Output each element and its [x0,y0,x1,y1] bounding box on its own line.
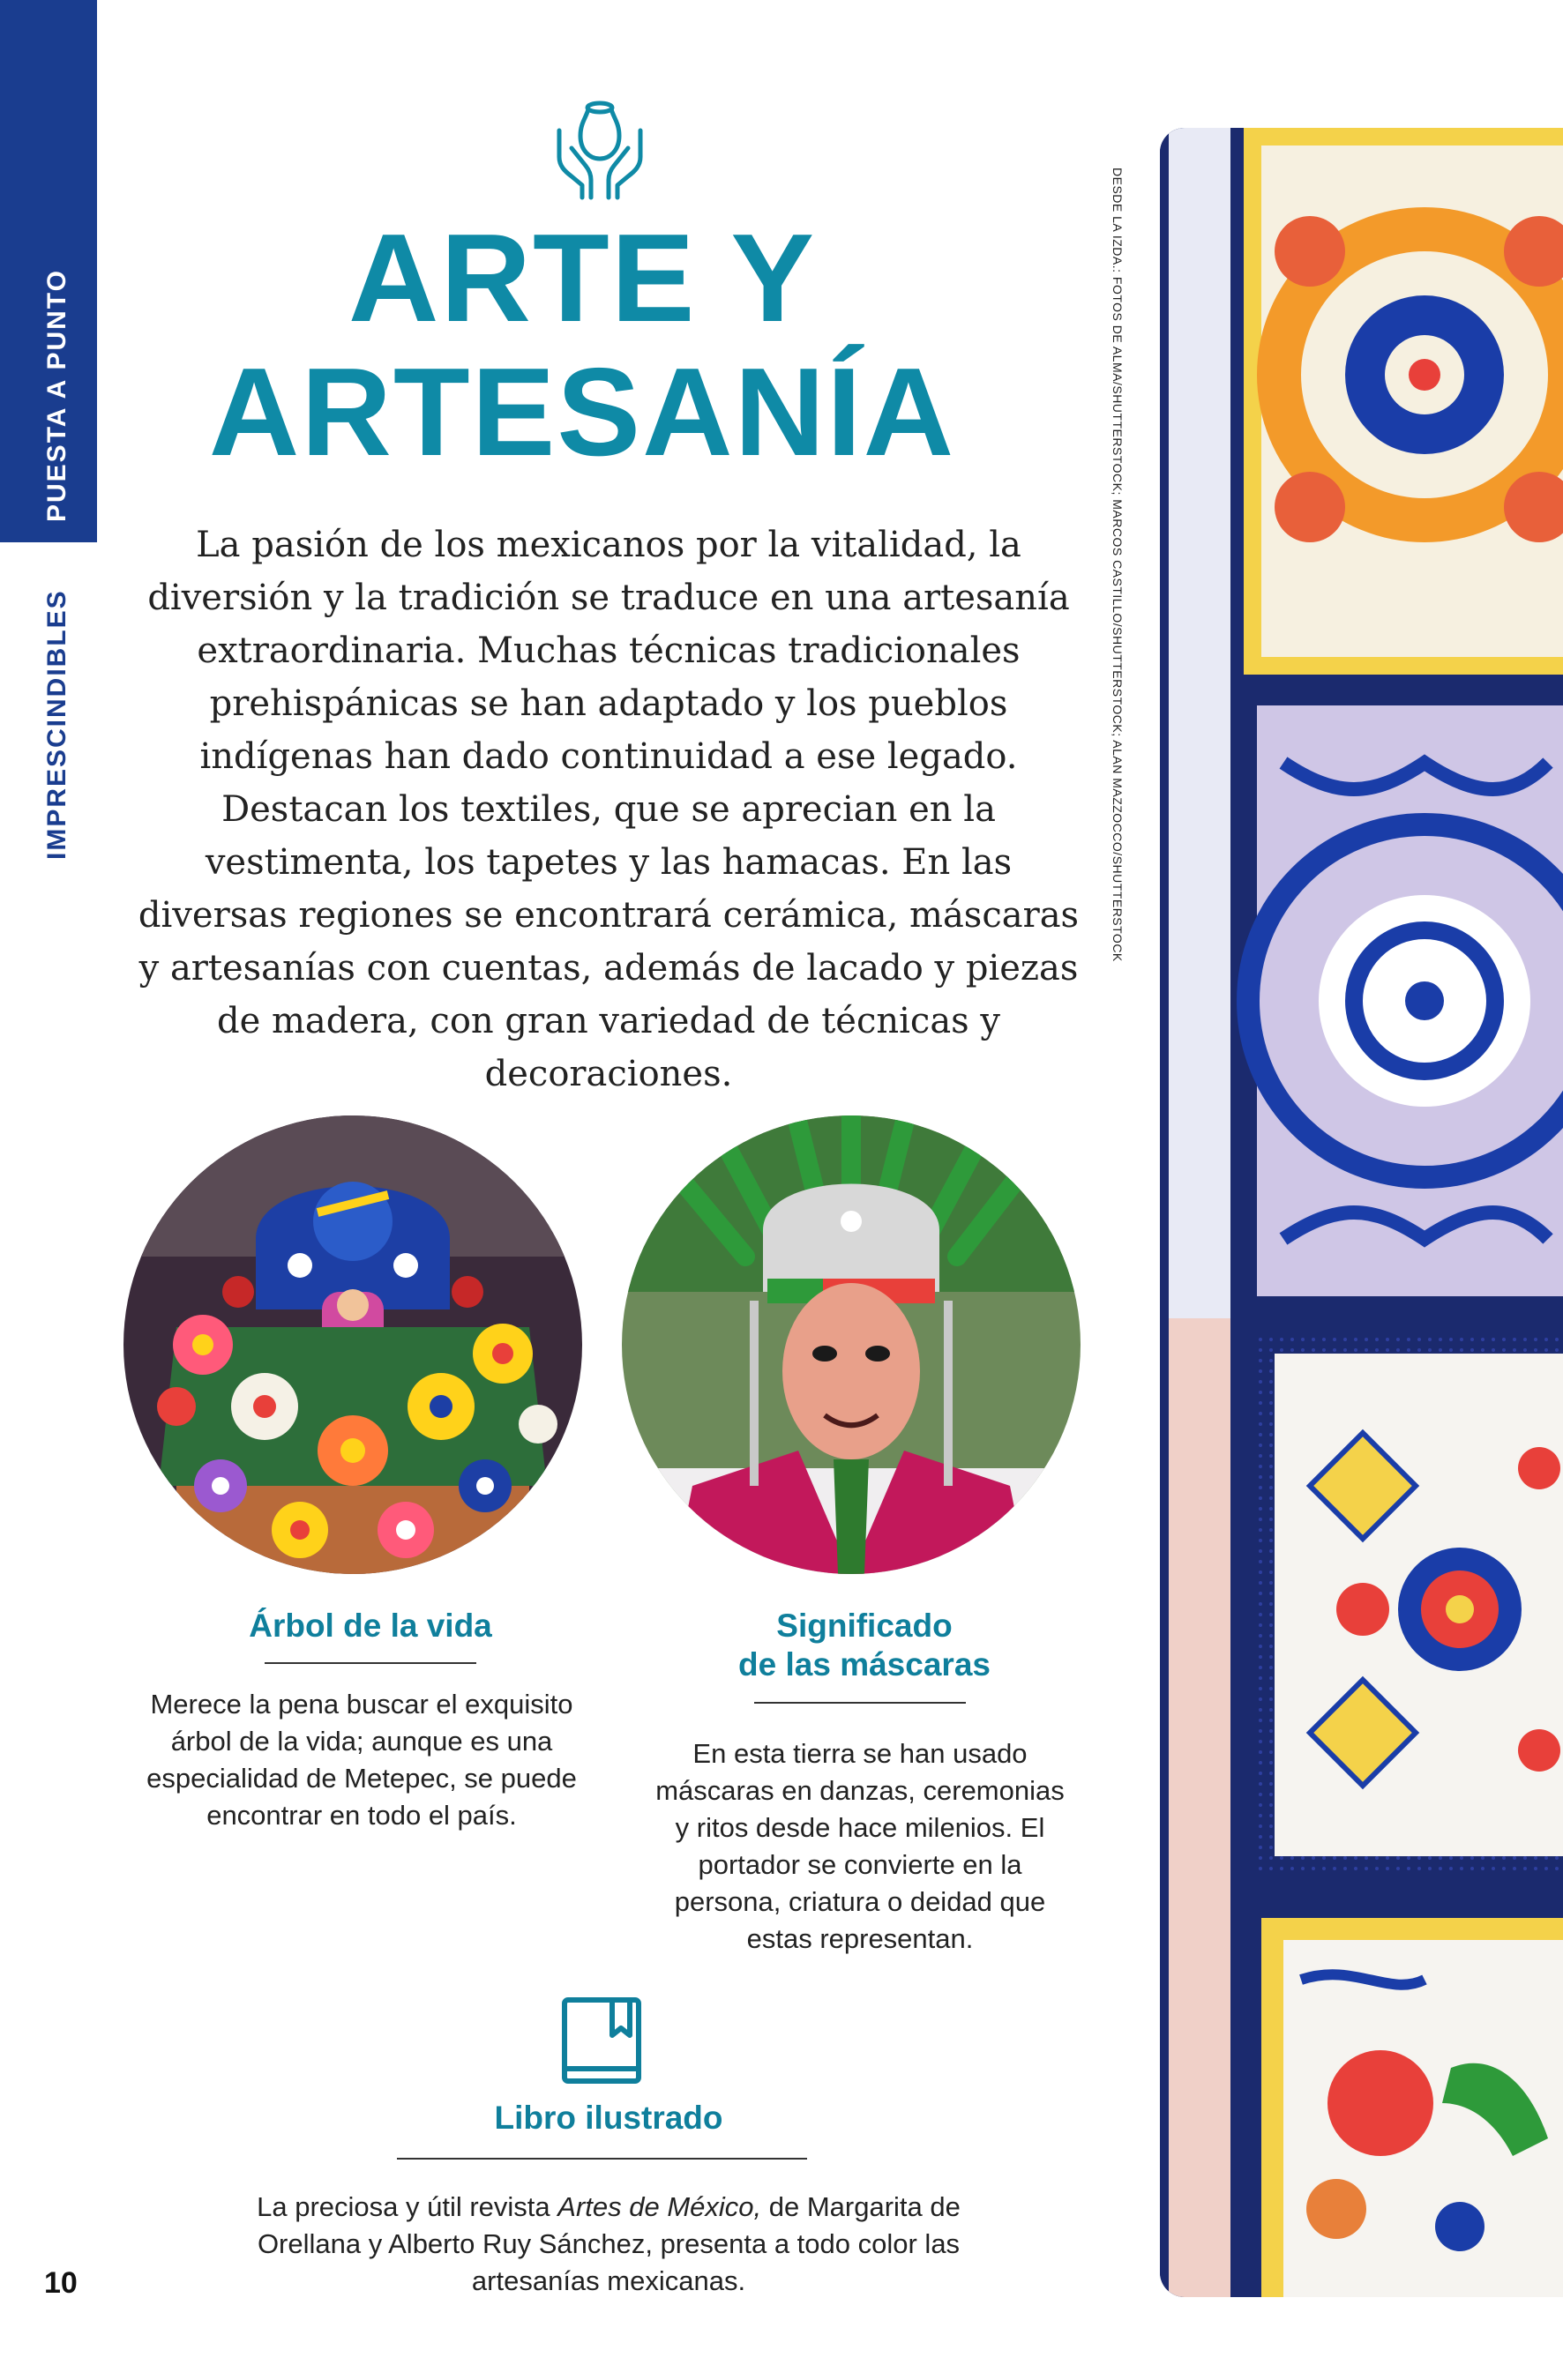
photo-credit: DESDE LA IZDA.: FOTOS DE ALMA/SHUTTERSTOCK; MARCOS CASTILLO/SHUTTERSTOCK; ALAN MAZZOCCO/SHUTTERSTOCK [1111,168,1125,962]
mask-dancer-photo [622,1115,1081,1574]
body-text: La preciosa y útil revista [257,2191,558,2222]
magazine-title: Artes de México, [557,2191,762,2222]
feature-title-line-1: Significado [776,1608,953,1644]
intro-paragraph: La pasión de los mexicanos por la vitalidad, la diversión y la tradición se traduce en una artesanía extraordinaria. Muchas técnicas tradicionales prehispánicas se han adaptado y los pueblos indígenas han dado continuidad a ese legado. Destacan los textiles, que se aprecian en la vestimenta, los tapetes y las hamacas. En las diversas regiones se encontrará cerámica, máscaras y artesanías con cuentas, además de lacado y piezas de madera, con gran variedad de técnicas y decoraciones. [138,525,1080,1094]
section-label: IMPRESCINDIBLES [42,589,71,860]
page-title [132,208,1032,482]
page-number: 10 [44,2266,78,2300]
feature-title-libro: Libro ilustrado [494,2100,723,2136]
feature-title-line-2: de las máscaras [738,1646,991,1682]
feature-body-arbol: Merece la pena buscar el exquisito árbol de la vida; aunque es una especialidad de Metepec, se puede encontrar en todo el país. [146,1689,577,1831]
feature-body-libro [221,2189,997,2300]
feature-body-mascaras: En esta tierra se han usado máscaras en danzas, ceremonias y ritos desde hace milenios. El portador se convierte en la persona, criatura o deidad que estas representan. [655,1738,1065,1954]
talavera-tiles-photo [1160,128,1563,2297]
feature-divider [265,1662,476,1664]
title-line-2: ARTESANÍA [208,342,956,482]
tab-label: PUESTA A PUNTO [42,269,71,522]
feature-title-arbol: Árbol de la vida [249,1608,492,1644]
title-line-1: ARTE Y [348,208,817,348]
book-icon [557,1995,646,2092]
pottery-hands-icon [547,95,653,201]
feature-divider [754,1702,966,1704]
feature-divider [397,2158,807,2160]
body-text: de Margarita de Orellana y Alberto Ruy Sánchez, presenta a todo color las artesanías mexicanas. [257,2191,961,2296]
tree-of-life-photo [123,1115,582,1574]
feature-title-mascaras [670,1607,1058,1684]
